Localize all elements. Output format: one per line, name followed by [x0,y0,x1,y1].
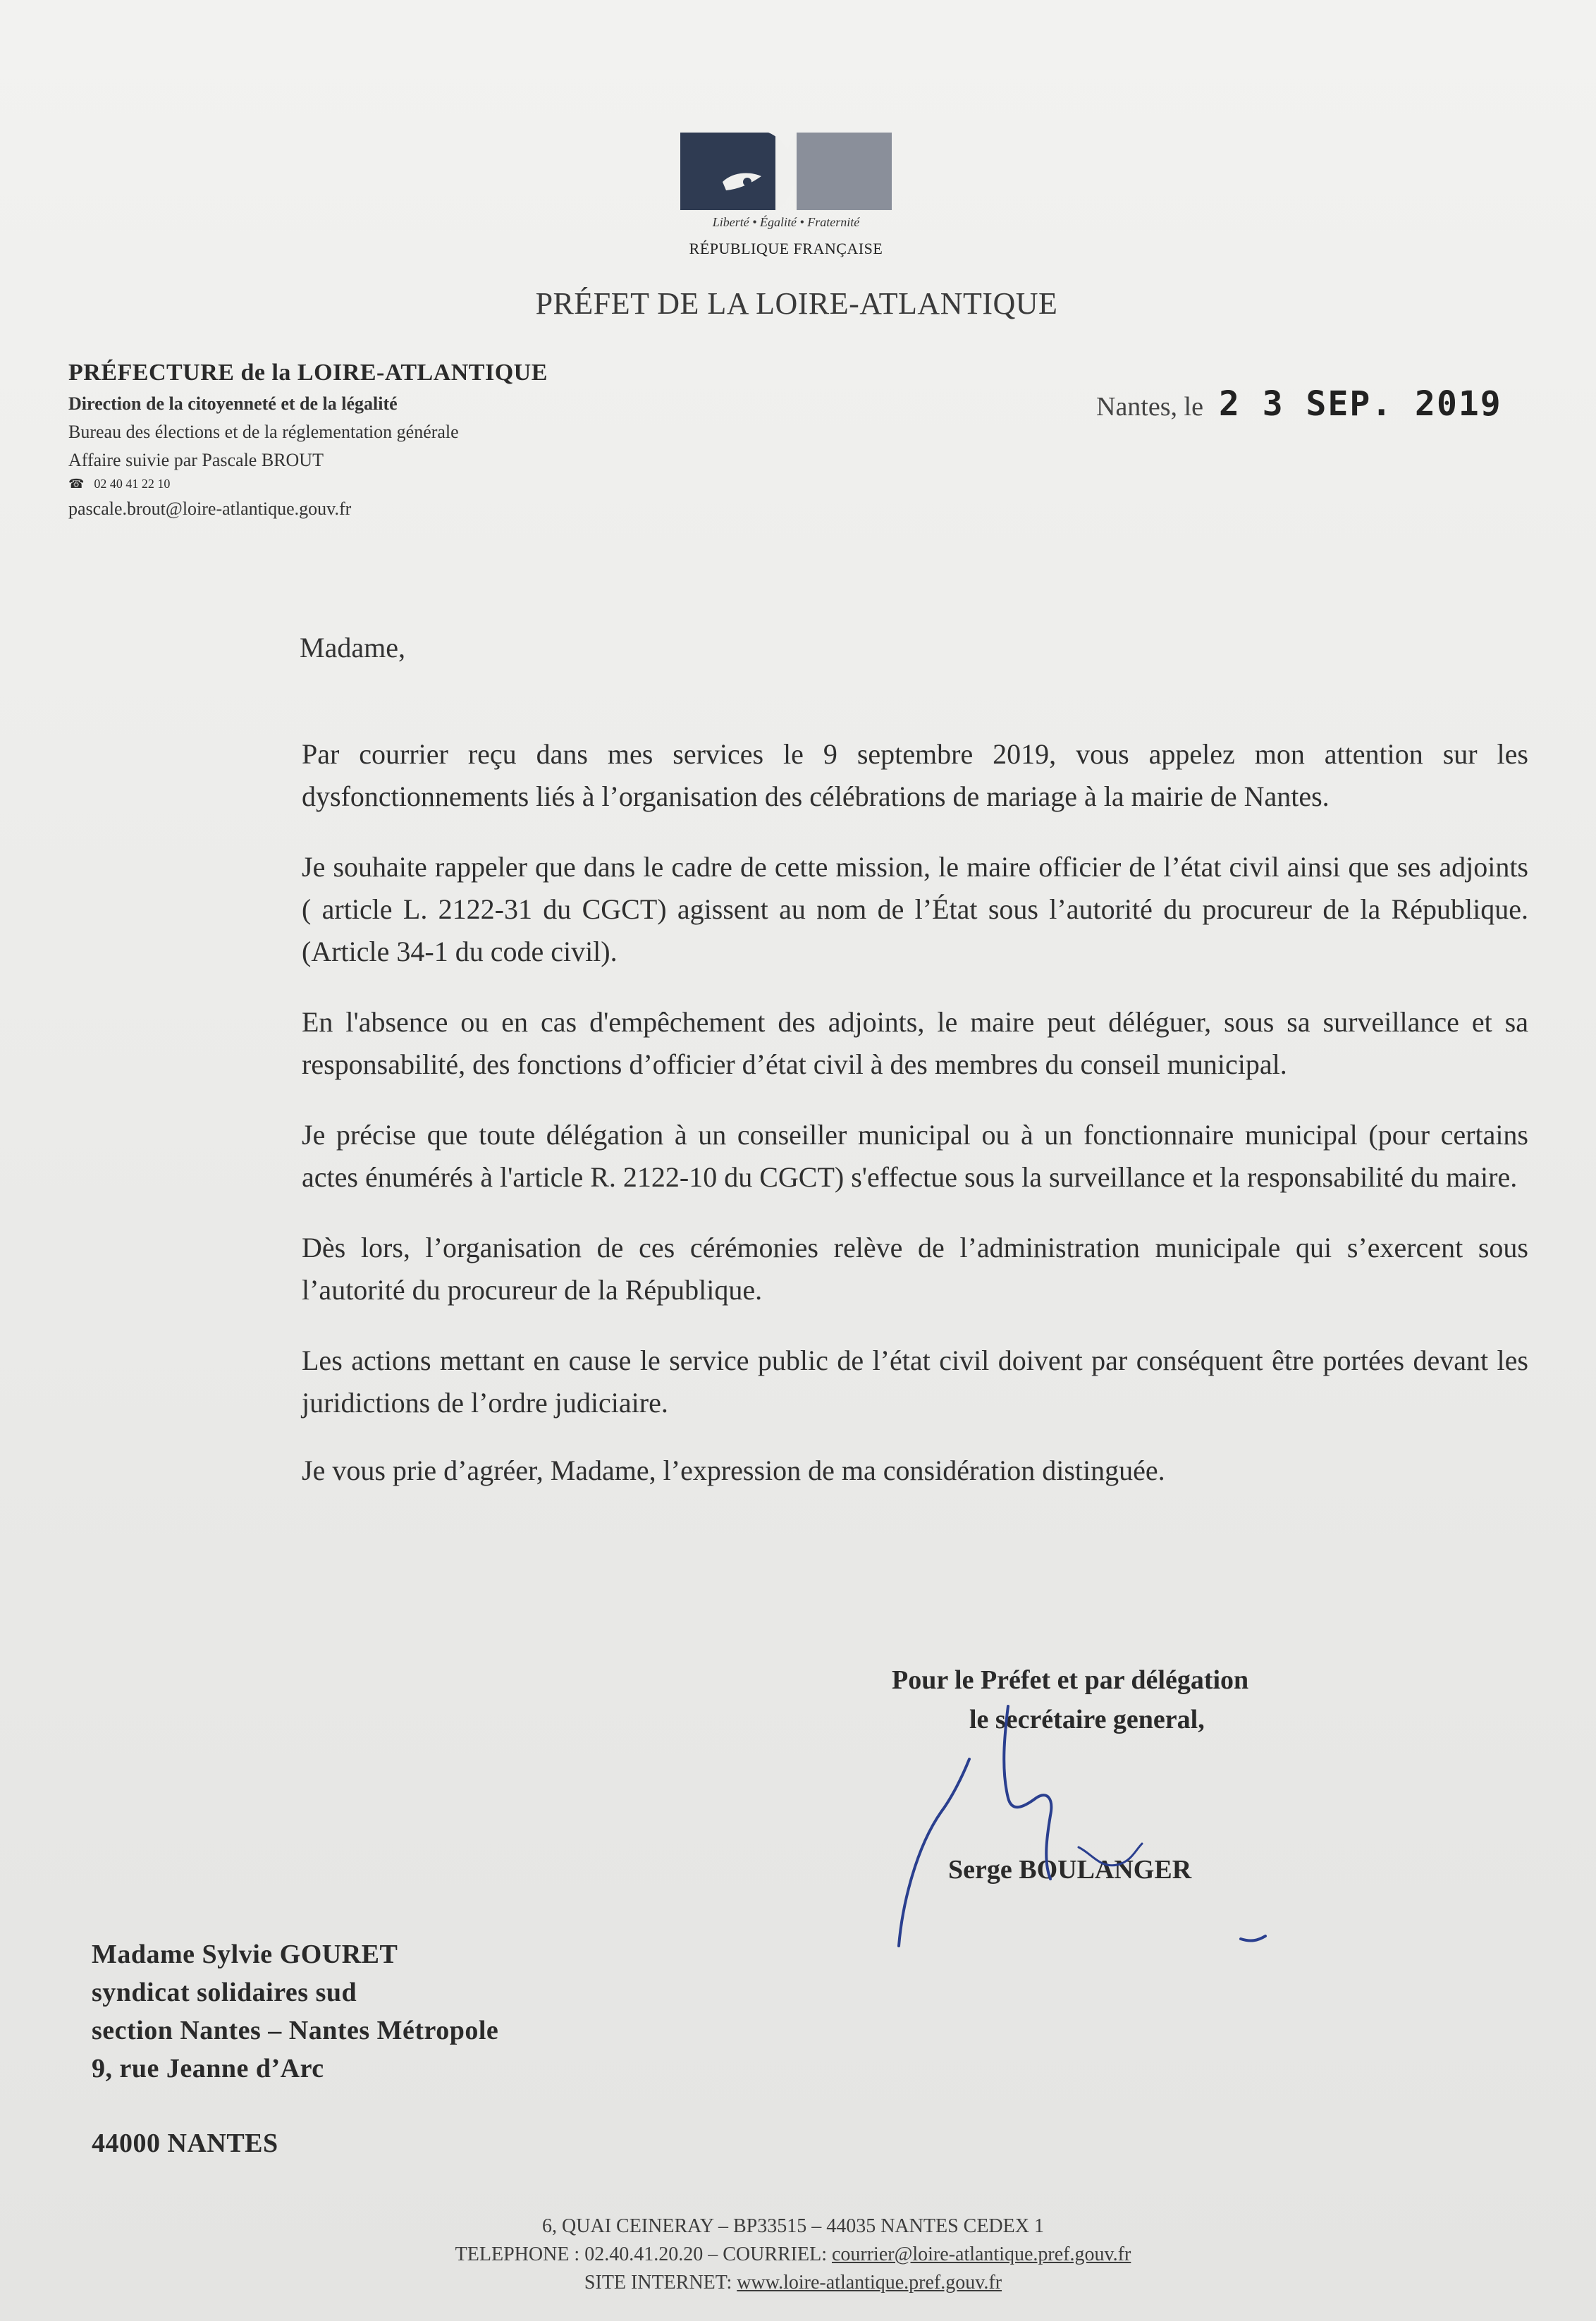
recipient-name: Madame Sylvie GOURET [92,1940,398,1969]
paragraph: En l'absence ou en cas d'empêchement des adjoints, le maire peut déléguer, sous sa surveillance et sa responsabilité, des fonctions d’officier d’état civil à des membres du conseil municipal. [302,1006,1528,1080]
paragraph: Dès lors, l’organisation de ces cérémonies relève de l’administration municipale qui s’exercent sous l’autorité du procureur de la République. [302,1232,1528,1306]
direction-line: Direction de la citoyenneté et de la légalité [68,393,398,414]
date-place: Nantes, le [1096,392,1203,422]
footer-contact [282,2241,1304,2269]
salutation: Madame, [300,632,405,663]
marianne-logo [673,127,899,268]
letter-body [302,733,1528,1520]
date-stamp: 2 3 SEP. 2019 [1218,384,1502,424]
paragraph: Par courrier reçu dans mes services le 9 septembre 2019, vous appelez mon attention sur les dysfonctionnements liés à l’organisation des célébrations de mariage à la mairie de Nantes. [302,738,1528,812]
republic-motto: Liberté • Égalité • Fraternité [712,215,860,229]
signature-line-2: le secrétaire general, [969,1705,1205,1734]
recipient-street: 9, rue Jeanne d’Arc [92,2054,324,2083]
footer-address: 6, QUAI CEINERAY – BP33515 – 44035 NANTES CEDEX 1 [542,2215,1044,2237]
date-line [1096,384,1502,424]
sender-email: pascale.brout@loire-atlantique.gouv.fr [68,498,352,519]
paragraph: Je précise que toute délégation à un conseiller municipal ou à un fonctionnaire municipal (pour certains actes énumérés à l'article R. 2122-10 du CGCT) s'effectue sous la surveillance et la responsabilité du maire. [302,1119,1528,1193]
phone-icon: ☎ [68,477,85,491]
republic-name: RÉPUBLIQUE FRANÇAISE [689,240,883,257]
recipient-org: syndicat solidaires sud [92,1978,357,2007]
footer-email-link[interactable]: courrier@loire-atlantique.pref.gouv.fr [831,2243,1131,2265]
prefet-title: PRÉFET DE LA LOIRE-ATLANTIQUE [535,286,1058,321]
paragraph: Je souhaite rappeler que dans le cadre de cette mission, le maire officier de l’état civil ainsi que ses adjoints ( article L. 2122-31 du CGCT) agissent au nom de l’État sous l’autorité du procureur de la République. (Article 34-1 du code civil). [302,851,1528,967]
paragraph: Les actions mettant en cause le service public de l’état civil doivent par conséquent être portées devant les juridictions de l’ordre judiciaire. [302,1345,1528,1419]
recipient-section: section Nantes – Nantes Métropole [92,2016,499,2045]
handwritten-signature [874,1692,1297,1974]
footer-site-link[interactable]: www.loire-atlantique.pref.gouv.fr [737,2272,1002,2294]
phone-number: 02 40 41 22 10 [94,477,171,491]
recipient-city: 44000 NANTES [92,2129,278,2158]
footer [282,2212,1304,2297]
sender-block [68,360,632,520]
footer-site-label: SITE INTERNET: [584,2272,737,2294]
prefecture-name: PRÉFECTURE de la LOIRE-ATLANTIQUE [68,360,548,386]
affaire-line: Affaire suivie par Pascale BROUT [68,450,324,470]
signer-name: Serge BOULANGER [948,1855,1192,1885]
phone-line [68,477,632,491]
closing-formula: Je vous prie d’agréer, Madame, l’expression de ma considération distinguée. [302,1455,1165,1486]
marianne-emblem-icon [680,133,892,210]
signature-line-1: Pour le Préfet et par délégation [892,1665,1249,1695]
footer-tel: TELEPHONE : 02.40.41.20.20 – COURRIEL: [455,2243,832,2265]
recipient-address [92,1935,656,2162]
bureau-line: Bureau des élections et de la réglementation générale [68,422,459,442]
footer-site [282,2269,1304,2297]
